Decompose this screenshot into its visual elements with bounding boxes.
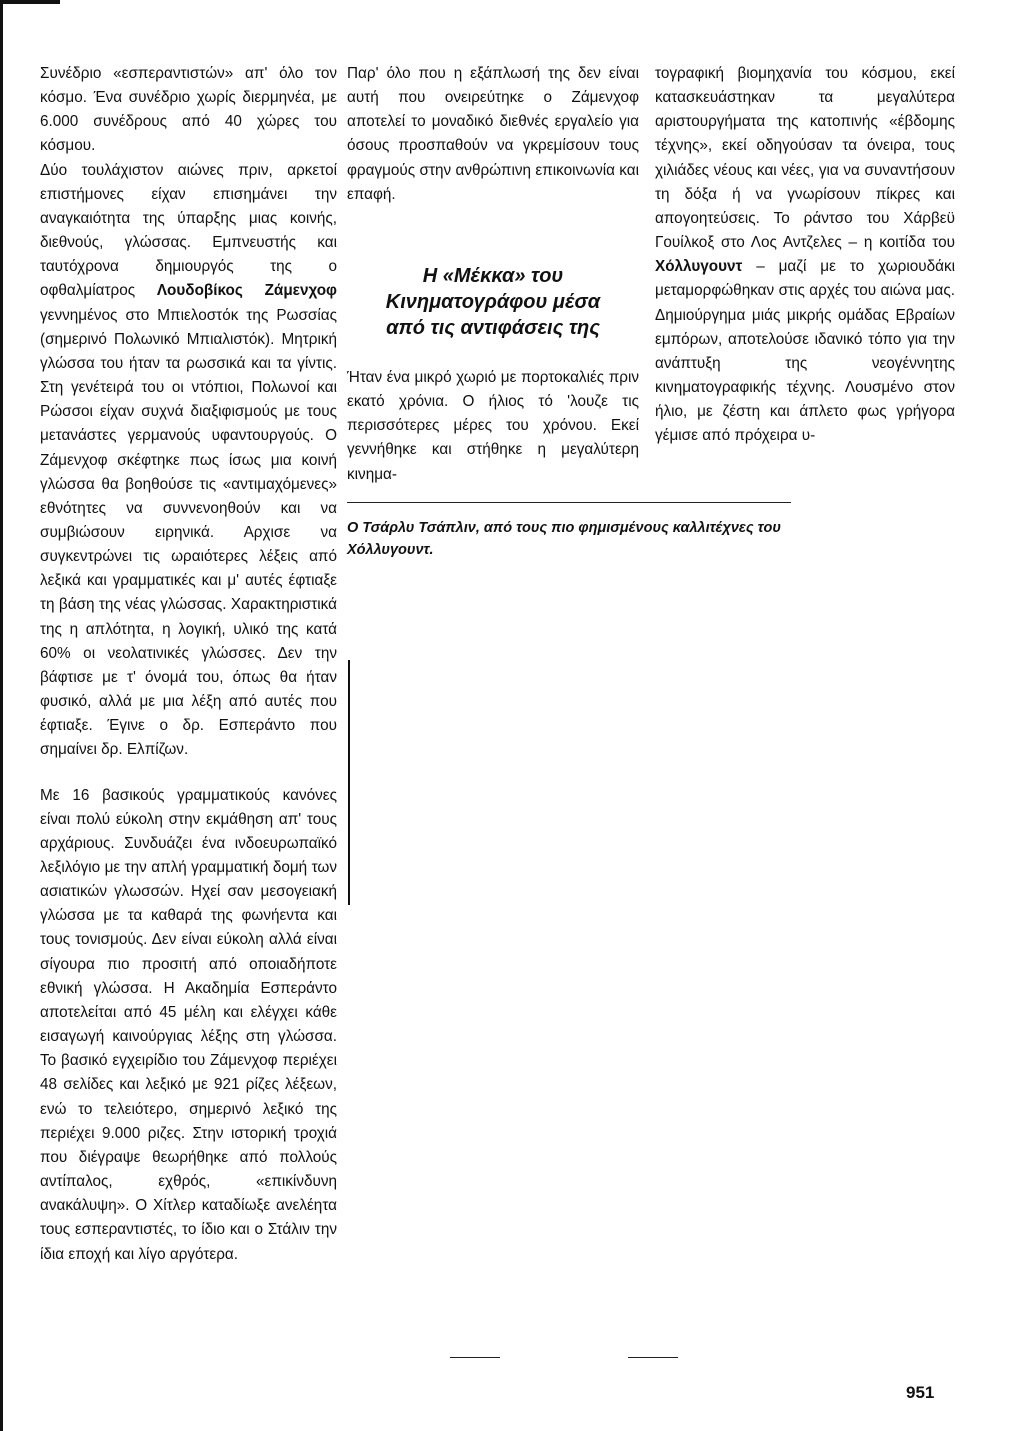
page-edge-shadow [0, 0, 3, 1431]
intro-sentence: Συνέδριο «εσπεραντιστών» απ' όλο τον κόσμο. Ένα συνέδριο χωρίς διερμηνέα, με 6.000 συνέδρους από 40 χώρες του κόσμου. [40, 65, 337, 155]
esperanto-paragraph-2 [40, 159, 337, 763]
hollywood-text-cont: – μαζί με το χωριουδάκι μεταμορφώθηκαν στις αρχές του αιώνα μας. Δημιούργημα μιάς μικρής ομάδας Εβραίων εμπόρων, αποτελούσε ιδανικό τόπο για την ανάπτυξη της νεογέννητης κινηματογραφικής τέχνης. Λουσμένο στον ήλιο, με ζέστη και άπλετο φως γρήγορα γέμισε από πρόχειρα υ- [655, 258, 955, 445]
esperanto-paragraph-1 [40, 62, 337, 159]
history-text-cont: γεννημένος στο Μπιελοστόκ της Ρωσσίας (σημερινό Πολωνικό Μπιαλιστόκ). Μητρική γλώσσα του ήταν τα ρωσσικά και τα γίντις. Στη γενέτειρά του οι ντόπιοι, Πολωνοί και Ρώσσοι είχαν συχνά διαξιφισμούς με τους μετανάστες γερμανούς υφαντουργούς. Ο Ζάμενχοφ σκέφτηκε πως ίσως μια κοινή γλώσσα θα βοηθούσε τις «αντιμαχόμενες» εθνότητες να συννενοηθούν και να συμβιώσουν ειρηνικά. Αρχισε να συγκεντρώνει τις ωραιότερες λέξεις από λεξικά και γραμματικές και μ' αυτές έφτιαξε τη βάση της νέας γλώσσας. Χαρακτηριστικά της η απλότητα, η λογική, υλικό της κατά 60% οι νεολατινικές γλώσσες. Δεν την βάφτισε με τ' όνομά του, όπως θα ήταν φυσικό, αλλά με μια λέξη από αυτές που έφτιαξε. Έγινε ο δρ. Εσπεράντο που σημαίνει δρ. Ελπίζων. [40, 306, 337, 759]
hollywood-paragraph-1: Ήταν ένα μικρό χωριό με πορτοκαλιές πριν εκατό χρόνια. Ο ήλιος τό 'λουζε τις περισσότερες μέρες του χρόνου. Εκεί γεννήθηκε και στήθηκε η μεγαλύτερη κινημα- [347, 369, 639, 483]
hollywood-heading [347, 263, 639, 341]
photo-frame-edge [348, 660, 350, 905]
zamenhof-name: Λουδοβίκος Ζάμενχοφ [156, 282, 337, 300]
column-middle [347, 62, 639, 207]
hollywood-paragraph-2 [655, 62, 955, 449]
caption-rule [347, 502, 791, 503]
top-corner-mark [0, 0, 60, 4]
heading-line-2: Κινηματογράφου μέσα [385, 291, 601, 313]
footer-rule-right [628, 1357, 678, 1358]
footer-rule-left [450, 1357, 500, 1358]
hollywood-name: Χόλλυγουντ [655, 258, 743, 276]
page-number: 951 [906, 1383, 935, 1402]
column-middle-lower [347, 366, 639, 487]
hollywood-text: τογραφική βιομηχανία του κόσμου, εκεί κατασκευάστηκαν τα μεγαλύτερα αριστουργήματα της κατοπινής «έβδομης τέχνης», εκεί οδηγούσαν τα όνειρα, τους χιλιάδες νέους και νέες, για να συναντήσουν τη δόξα ή να γνωρίσουν πίκρες και απογοητεύσεις. Το ράντσο του Χάρβεϋ Γουίλκοξ στο Λος Αντζελες – η κοιτίδα του [655, 65, 955, 252]
heading-line-3: από τις αντιφάσεις της [386, 317, 600, 339]
esperanto-conclusion: Παρ' όλο που η εξάπλωσή της δεν είναι αυτή που ονειρεύτηκε ο Ζάμενχοφ αποτελεί το μοναδικό διεθνές εργαλείο για όσους προσπαθούν να γκρεμίσουν τους φραγμούς στην ανθρώπινη επικοινωνία και επαφή. [347, 65, 639, 203]
photo-caption: Ο Τσάρλυ Τσάπλιν, από τους πιο φημισμένους καλλιτέχνες του Χόλλυγουντ. [347, 520, 781, 558]
history-text: Δύο τουλάχιστον αιώνες πριν, αρκετοί επιστήμονες είχαν επισημάνει την αναγκαιότητα της ύπαρξης μιας κοινής, διεθνούς, γλώσσας. Εμπνευστής και ταυτόχρονα δημιουργός της ο οφθαλμίατρος [40, 161, 337, 300]
heading-line-1: Η «Μέκκα» του [422, 265, 564, 287]
column-right [655, 62, 955, 449]
column-left [40, 62, 337, 1267]
esperanto-paragraph-3: Με 16 βασικούς γραμματικούς κανόνες είναι πολύ εύκολη στην εκμάθηση απ' τους αρχάριους. Συνδυάζει ένα ινδοευρωπαϊκό λεξιλόγιο με την απλή γραμματική δομή των ασιατικών γλωσσών. Ηχεί σαν μεσογειακή γλώσσα με τα καθαρά της φωνήεντα και τους τονισμούς. Δεν είναι εύκολη αλλά είναι σίγουρα πιο προσιτή από οποιαδήποτε εθνική γλώσσα. Η Ακαδημία Εσπεράντο αποτελείται από 45 μέλη και ελέγχει κάθε εισαγωγή καινούργιας λέξης στη γλώσσα. Το βασικό εγχειρίδιο του Ζάμενχοφ περιέχει 48 σελίδες και λεξικό με 921 ρίζες λέξεων, ενώ το τελειότερο, σημερινό λεξικό της περιέχει 9.000 ριζες. Στην ιστορική τροχιά που διέγραψε θεωρήθηκε από πολλούς αντίπαλος, εχθρός, «επικίνδυνη ανακάλυψη». Ο Χίτλερ καταδίωξε ανελέητα τους εσπεραντιστές, το ίδιο και ο Στάλιν την ίδια εποχή και λίγο αργότερα. [40, 786, 337, 1263]
